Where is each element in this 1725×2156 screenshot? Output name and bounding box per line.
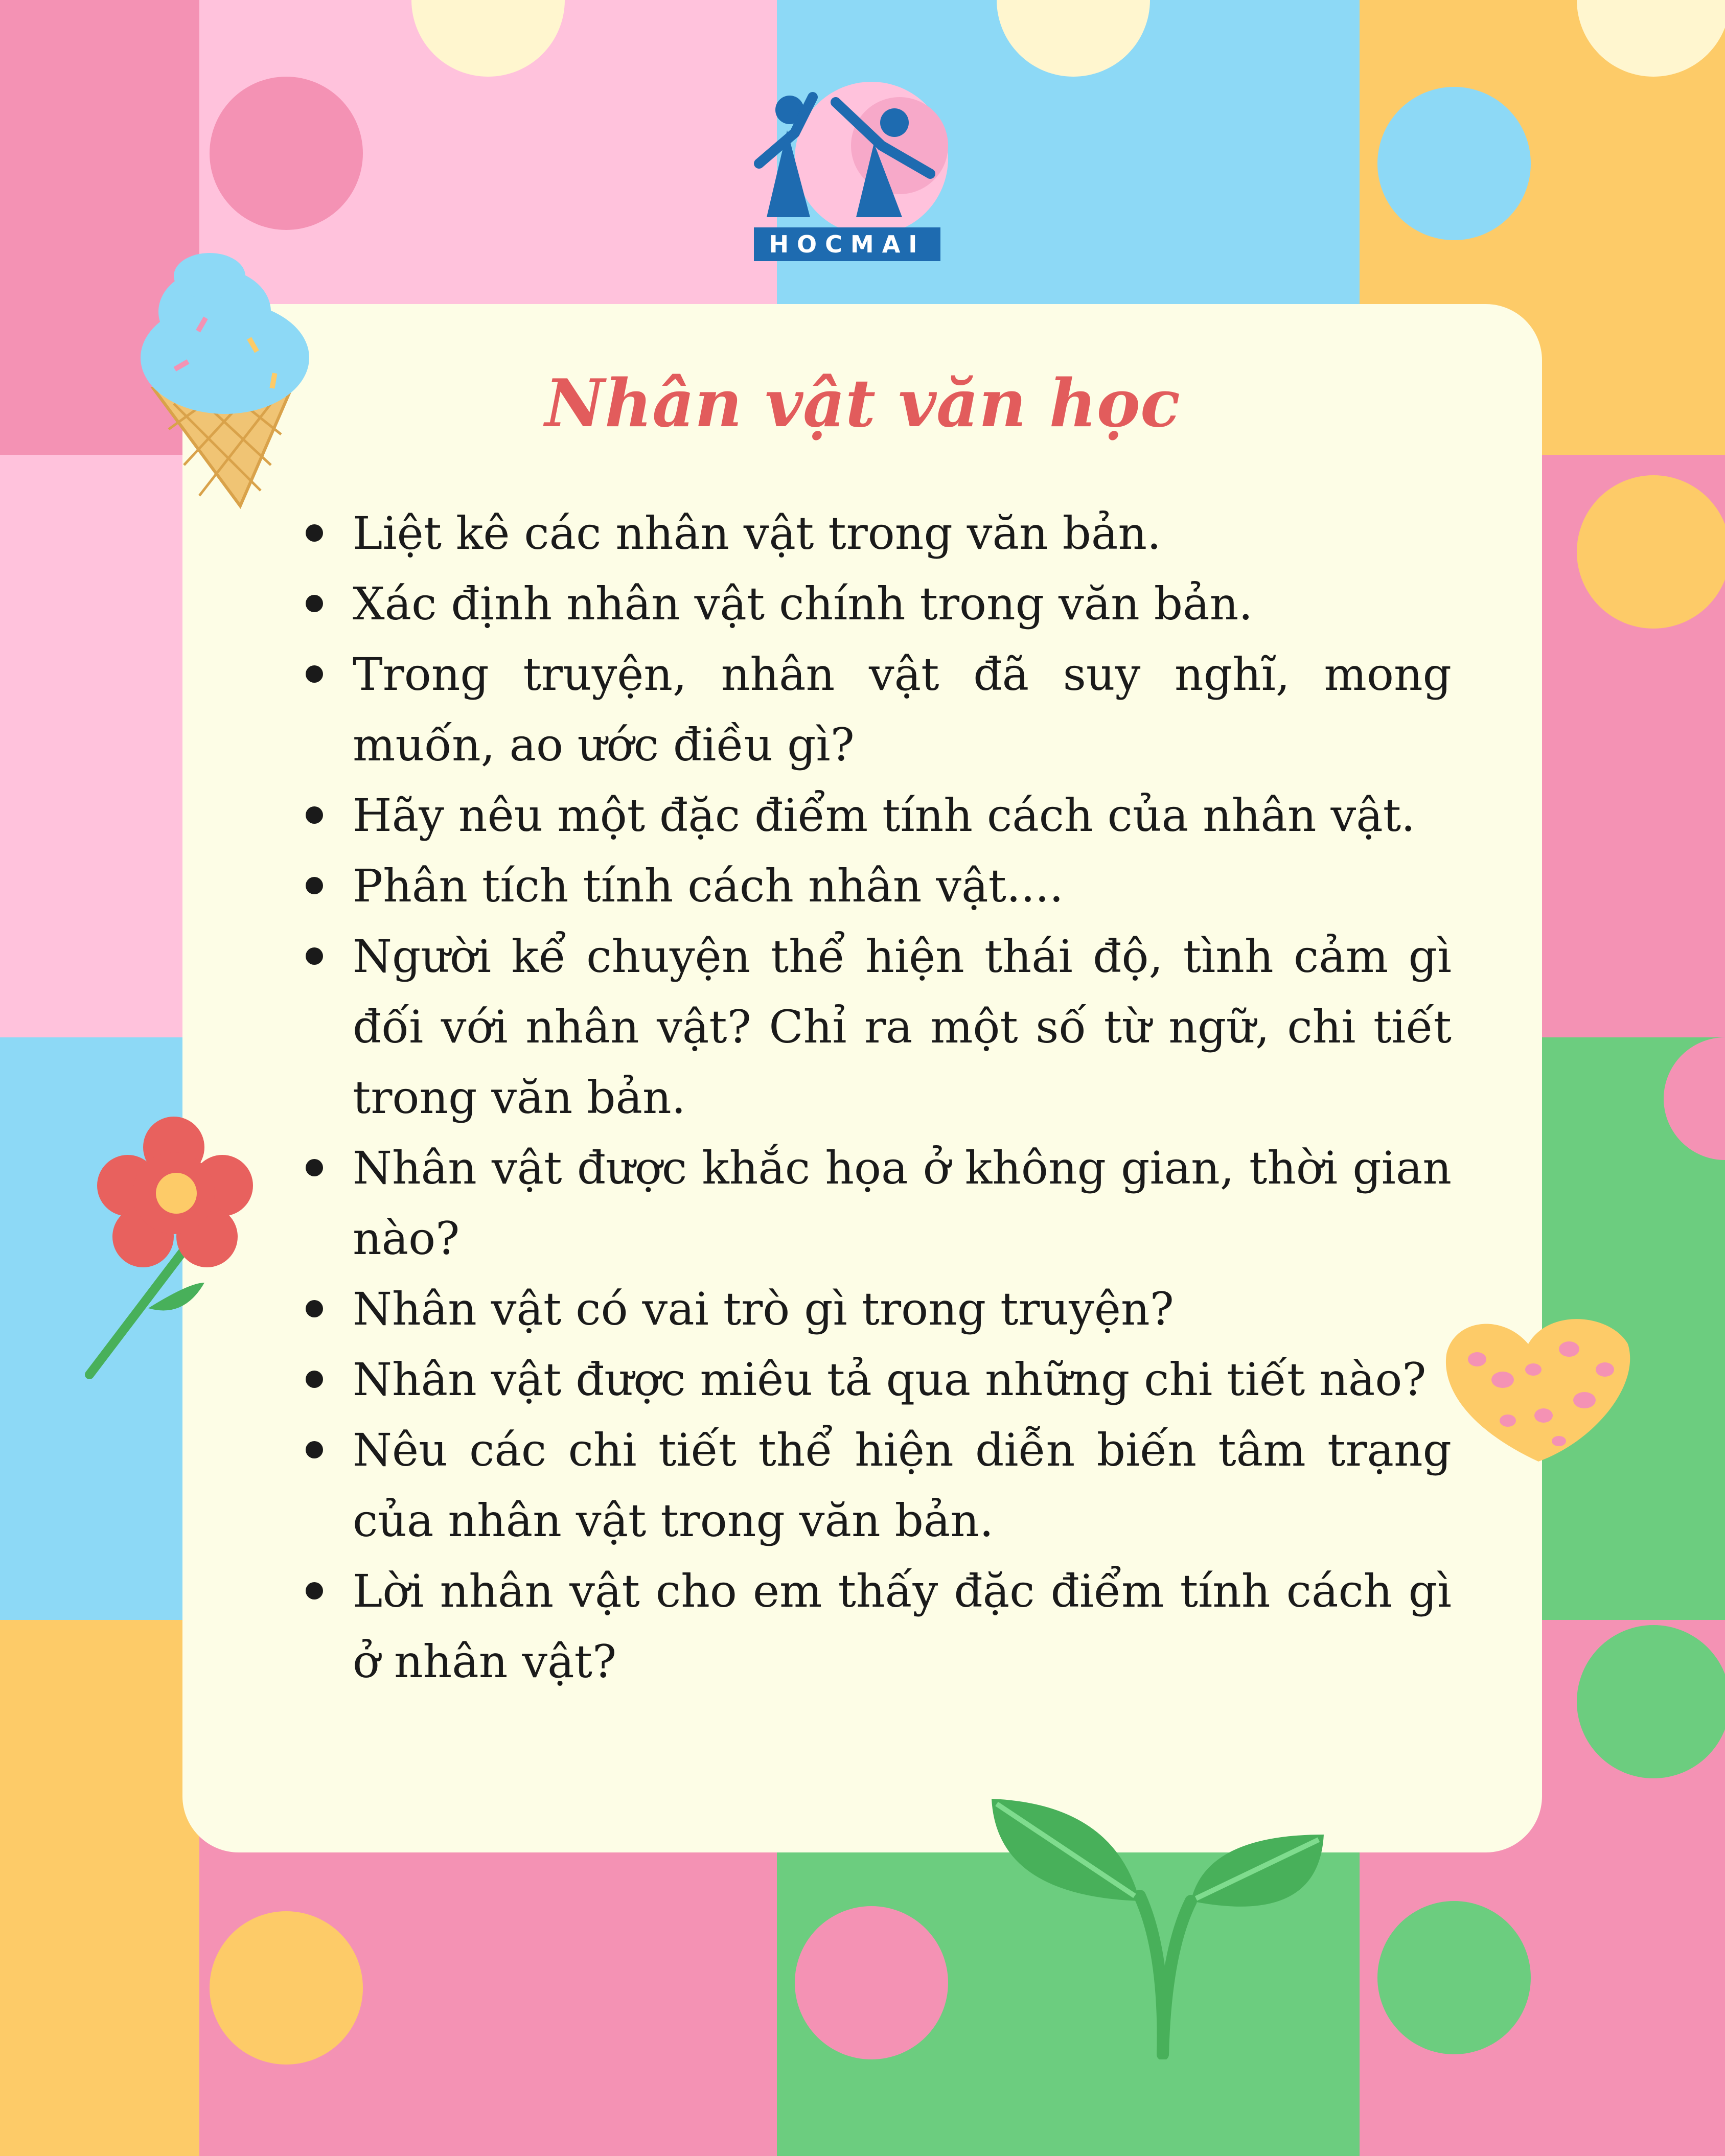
list-item-text: Nêu các chi tiết thể hiện diễn biến tâm trạng của nhân vật trong văn bản. xyxy=(353,1424,1452,1547)
list-item-text: Nhân vật có vai trò gì trong truyện? xyxy=(353,1283,1174,1335)
list-item xyxy=(353,851,1452,921)
list-item-text: Phân tích tính cách nhân vật.... xyxy=(353,860,1064,912)
bullet-icon xyxy=(306,1300,323,1317)
bullet-icon xyxy=(306,1582,323,1599)
list-item-text: Trong truyện, nhân vật đã suy nghĩ, mong muốn, ao ước điều gì? xyxy=(353,648,1452,771)
bullet-icon xyxy=(306,806,323,824)
bullet-icon xyxy=(306,877,323,894)
question-list xyxy=(353,498,1452,1697)
list-item-text: Xác định nhân vật chính trong văn bản. xyxy=(353,577,1253,630)
logo-text: HOCMAI xyxy=(754,227,940,261)
list-item xyxy=(353,780,1452,851)
list-item xyxy=(353,1274,1452,1344)
list-item-text: Liệt kê các nhân vật trong văn bản. xyxy=(353,507,1162,560)
list-item-text: Nhân vật được khắc họa ở không gian, thời gian nào? xyxy=(353,1142,1452,1265)
bullet-icon xyxy=(306,1441,323,1458)
bullet-icon xyxy=(306,947,323,965)
heart-icon xyxy=(1441,1313,1636,1467)
list-item xyxy=(353,569,1452,639)
list-item-text: Hãy nêu một đặc điểm tính cách của nhân vật. xyxy=(353,789,1416,842)
list-item-text: Người kể chuyện thể hiện thái độ, tình cảm gì đối với nhân vật? Chỉ ra một số từ ngữ, chi tiết trong văn bản. xyxy=(353,930,1452,1124)
bullet-icon xyxy=(306,524,323,542)
bullet-icon xyxy=(306,665,323,683)
list-item xyxy=(353,498,1452,569)
list-item xyxy=(353,1133,1452,1274)
bullet-icon xyxy=(306,1371,323,1388)
flower-icon xyxy=(77,1114,291,1380)
bullet-icon xyxy=(306,1159,323,1176)
page-title: Nhân vật văn học xyxy=(545,365,1180,442)
list-item-text: Nhân vật được miêu tả qua những chi tiết nào? xyxy=(353,1353,1427,1406)
list-item-text: Lời nhân vật cho em thấy đặc điểm tính cách gì ở nhân vật? xyxy=(353,1565,1452,1688)
bullet-icon xyxy=(306,595,323,612)
sprout-icon xyxy=(986,1783,1334,2059)
list-item xyxy=(353,921,1452,1133)
list-item xyxy=(353,1556,1452,1697)
list-item xyxy=(353,639,1452,780)
list-item xyxy=(353,1415,1452,1556)
list-item xyxy=(353,1344,1452,1415)
